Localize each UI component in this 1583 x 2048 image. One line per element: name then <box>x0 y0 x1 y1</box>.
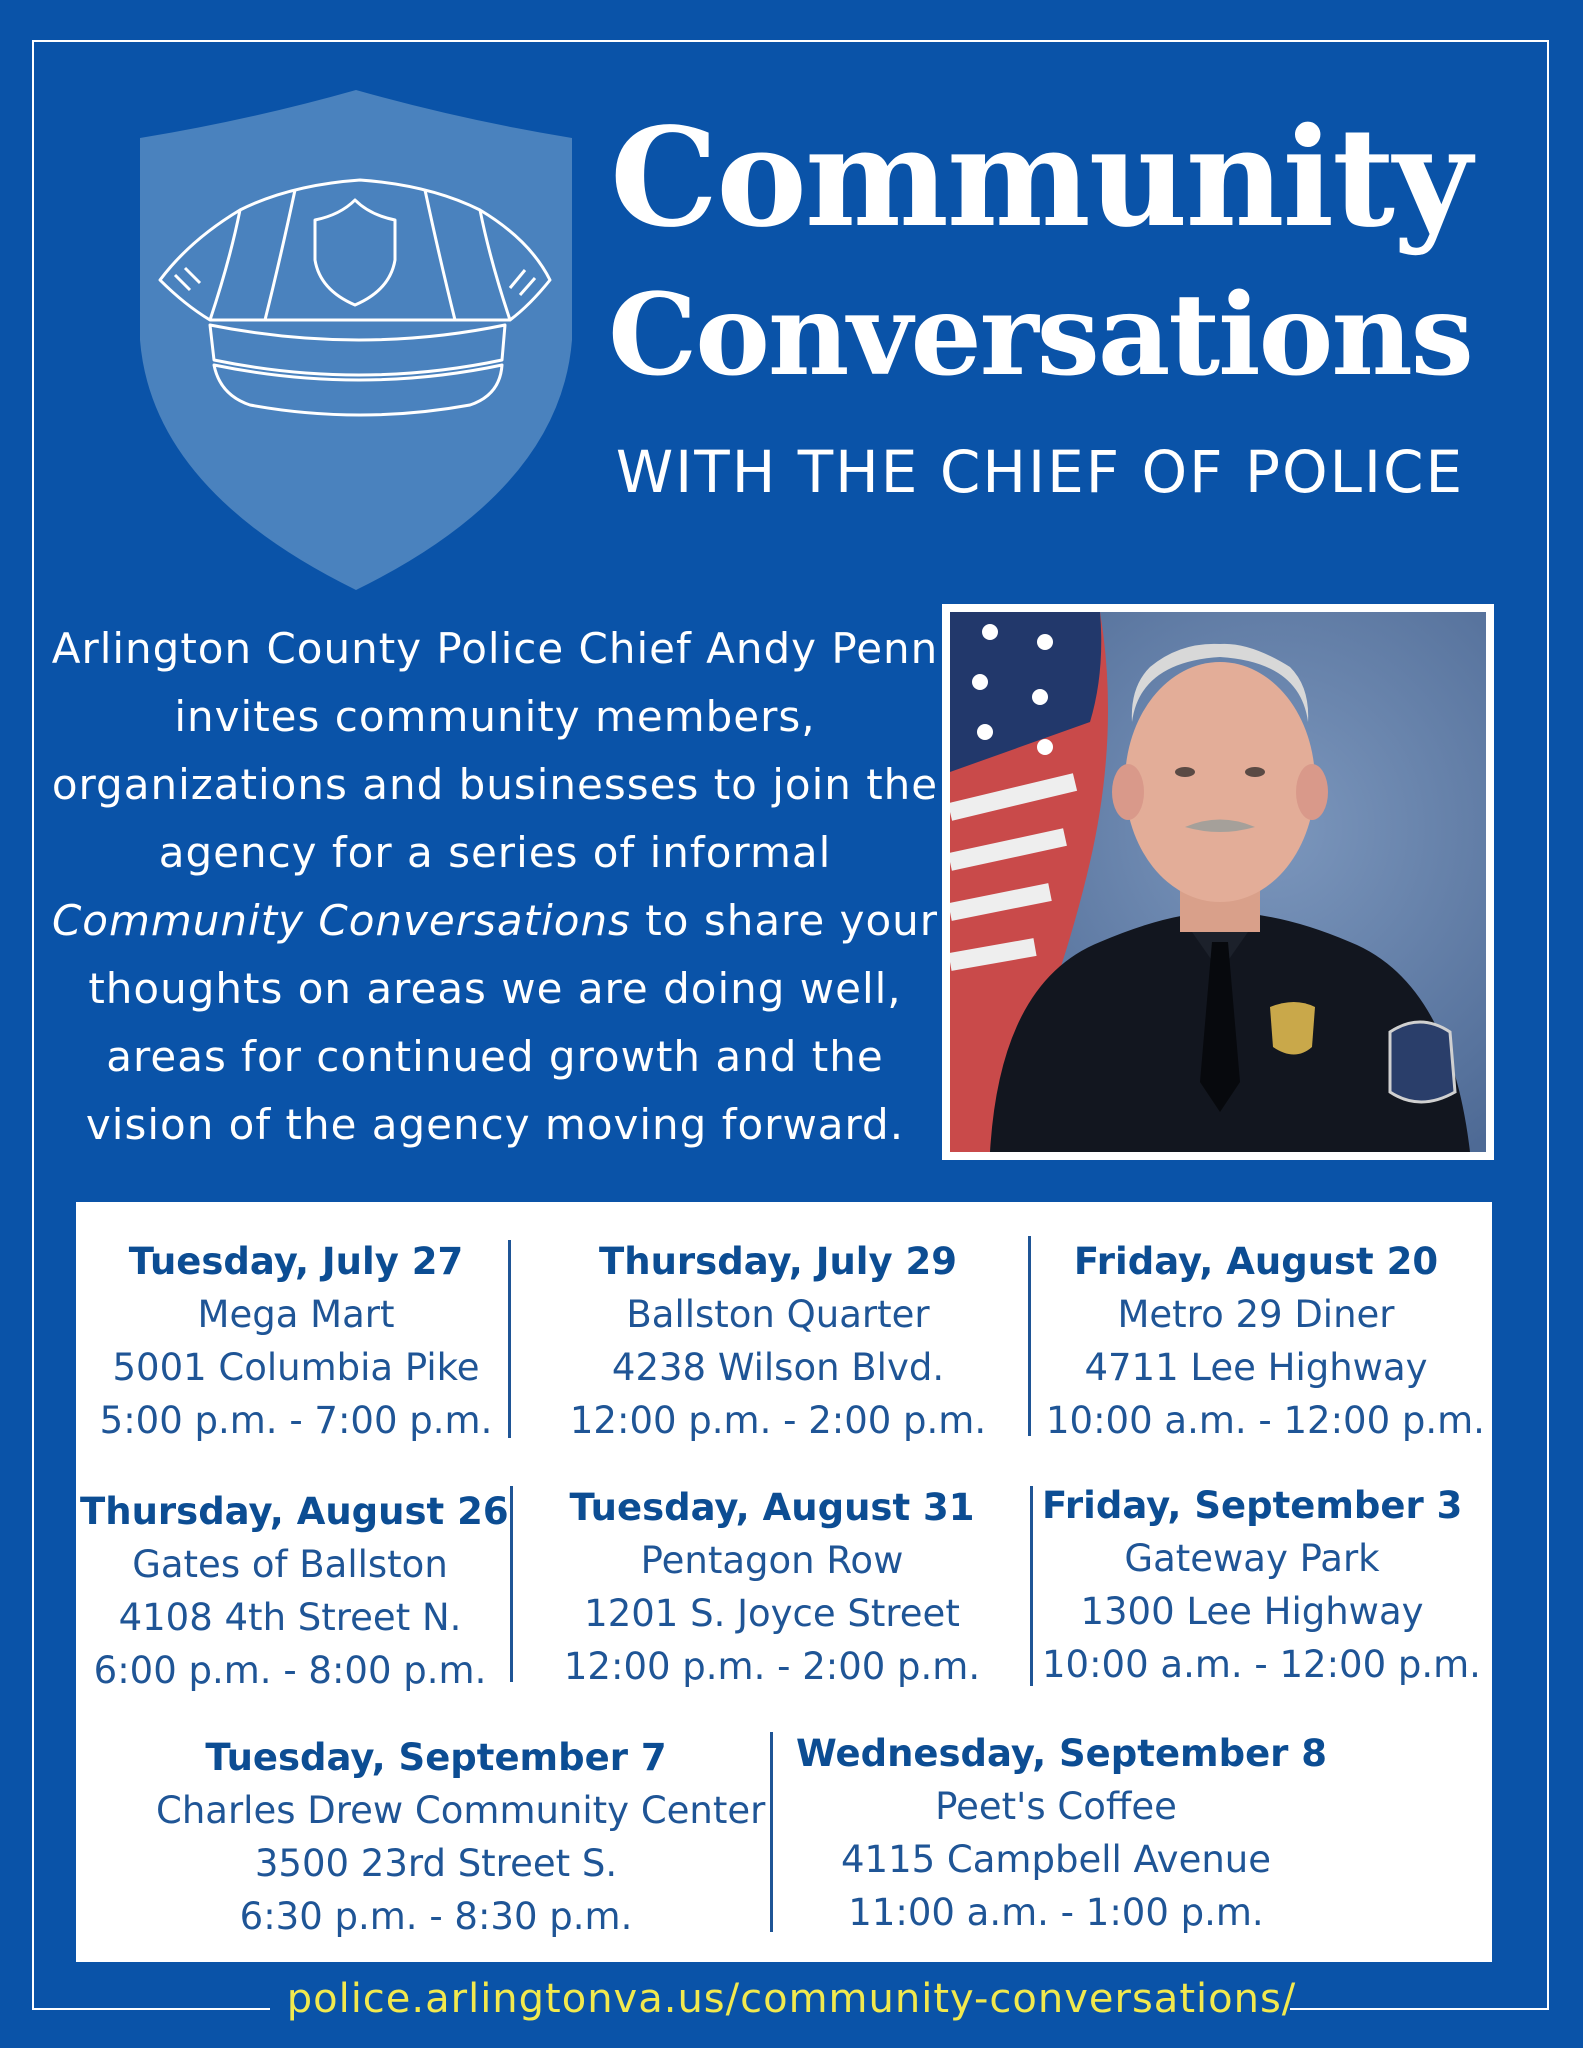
event-card <box>156 1732 766 1943</box>
column-divider <box>508 1240 511 1438</box>
event-date: Friday, September 3 <box>1042 1484 1463 1527</box>
event-time: 12:00 p.m. - 2:00 p.m. <box>569 1399 987 1442</box>
event-time: 10:00 a.m. - 12:00 p.m. <box>1042 1643 1481 1686</box>
column-divider <box>510 1486 513 1682</box>
event-date: Wednesday, September 8 <box>796 1732 1328 1775</box>
event-date: Tuesday, August 31 <box>569 1486 975 1529</box>
event-venue: Gateway Park <box>1124 1537 1380 1580</box>
event-card <box>1046 1236 1485 1447</box>
page-title-line-1: Community <box>609 98 1471 258</box>
event-address: 4115 Campbell Avenue <box>841 1838 1271 1881</box>
police-cap-shield-icon <box>130 90 582 590</box>
event-address: 5001 Columbia Pike <box>112 1346 480 1389</box>
event-card <box>568 1236 988 1447</box>
event-time: 11:00 a.m. - 1:00 p.m. <box>848 1891 1264 1934</box>
event-venue: Ballston Quarter <box>626 1293 930 1336</box>
event-address: 4238 Wilson Blvd. <box>611 1346 945 1389</box>
event-time: 5:00 p.m. - 7:00 p.m. <box>99 1399 493 1442</box>
event-address: 4711 Lee Highway <box>1084 1346 1428 1389</box>
event-card <box>86 1236 506 1447</box>
website-link[interactable]: police.arlingtonva.us/community-conversations/ <box>286 1976 1297 2022</box>
intro-text-start: Arlington County Police Chief Andy Penn invites community members, organizations and businesses to join the agency for a series of informal <box>51 624 939 877</box>
page-subtitle: WITH THE CHIEF OF POLICE <box>615 438 1465 506</box>
event-card <box>1042 1480 1481 1691</box>
event-date: Thursday, July 29 <box>599 1240 957 1283</box>
column-divider <box>770 1732 773 1932</box>
event-venue: Mega Mart <box>197 1293 395 1336</box>
event-address: 3500 23rd Street S. <box>254 1842 618 1885</box>
column-divider <box>1028 1236 1031 1436</box>
event-venue: Metro 29 Diner <box>1117 1293 1395 1336</box>
event-time: 6:30 p.m. - 8:30 p.m. <box>239 1895 633 1938</box>
event-time: 12:00 p.m. - 2:00 p.m. <box>563 1645 981 1688</box>
chief-portrait-frame <box>942 604 1494 1160</box>
event-date: Friday, August 20 <box>1073 1240 1439 1283</box>
intro-paragraph <box>50 615 940 1159</box>
event-time: 6:00 p.m. - 8:00 p.m. <box>93 1649 487 1692</box>
schedule-panel <box>76 1202 1492 1962</box>
event-date: Tuesday, July 27 <box>128 1240 464 1283</box>
intro-text-emphasis: Community Conversations <box>51 896 631 945</box>
event-venue: Charles Drew Community Center <box>156 1789 766 1832</box>
event-address: 1300 Lee Highway <box>1080 1590 1424 1633</box>
event-address: 4108 4th Street N. <box>118 1596 462 1639</box>
chief-portrait-photo <box>950 612 1486 1152</box>
event-venue: Pentagon Row <box>640 1539 904 1582</box>
intro-text-end: to share your thoughts on areas we are doing well, areas for continued growth and the vision of the agency moving forward. <box>85 896 939 1149</box>
event-card <box>80 1486 509 1697</box>
column-divider <box>1030 1486 1033 1686</box>
event-date: Tuesday, September 7 <box>205 1736 667 1779</box>
event-venue: Peet's Coffee <box>935 1785 1177 1828</box>
event-venue: Gates of Ballston <box>132 1543 448 1586</box>
page-title-line-2: Conversations <box>608 270 1472 401</box>
event-card <box>796 1728 1328 1939</box>
event-card <box>562 1482 982 1693</box>
event-address: 1201 S. Joyce Street <box>584 1592 960 1635</box>
event-time: 10:00 a.m. - 12:00 p.m. <box>1046 1399 1485 1442</box>
event-date: Thursday, August 26 <box>80 1490 509 1533</box>
